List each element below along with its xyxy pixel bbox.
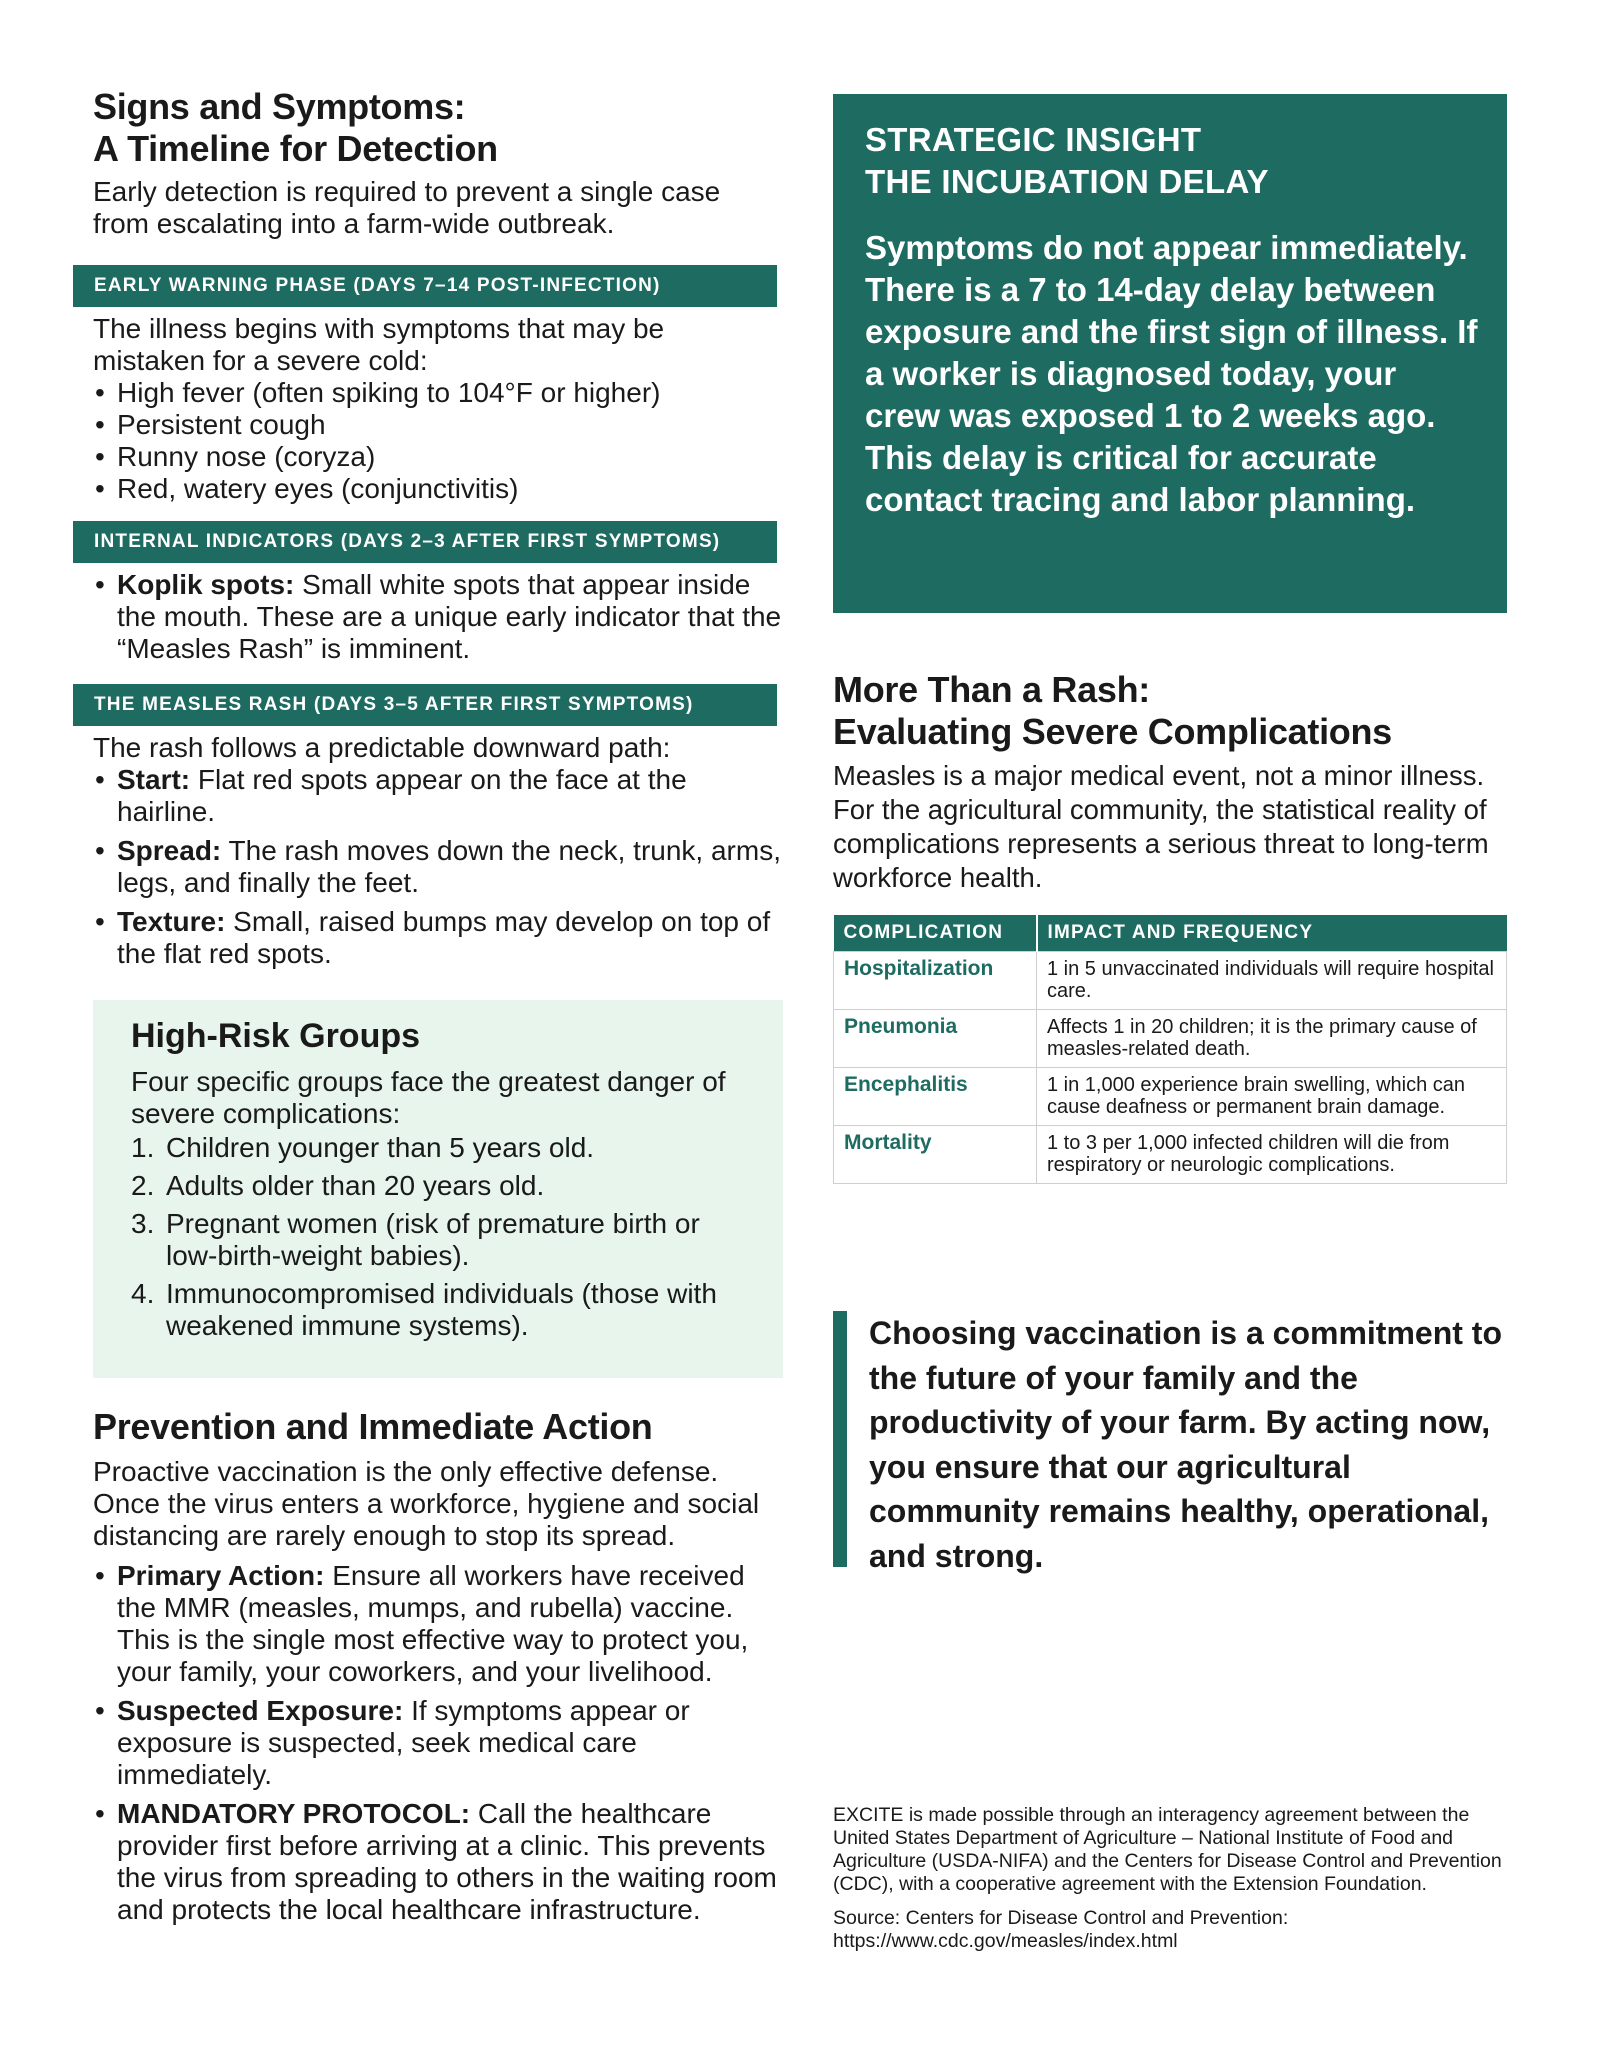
signs-title-line1: Signs and Symptoms: xyxy=(93,86,466,127)
complication-name: Encephalitis xyxy=(834,1068,1037,1126)
rash-text: The rash follows a predictable downward path: xyxy=(93,732,671,763)
complication-name: Pneumonia xyxy=(834,1010,1037,1068)
signs-title-line2: A Timeline for Detection xyxy=(93,128,498,169)
table-row xyxy=(834,1126,1507,1184)
list-item xyxy=(131,1278,747,1342)
table-row xyxy=(834,952,1507,1010)
complications-title-line1: More Than a Rash: xyxy=(833,669,1150,710)
complication-impact: 1 in 5 unvaccinated individuals will require hospital care. xyxy=(1037,952,1507,1010)
prevention-section xyxy=(93,1406,783,1933)
excite-notice: EXCITE is made possible through an interagency agreement between the United States Department of Agriculture – National Institute of Food and Agriculture (USDA-NIFA) and the Centers for Disease Control and Prevention (CDC), with a cooperative agreement with the Extension Foundation. xyxy=(833,1804,1502,1895)
insight-heading-1: STRATEGIC INSIGHT xyxy=(865,121,1202,158)
item-text: Adults older than 20 years old. xyxy=(166,1170,545,1201)
prevention-term: Primary Action: xyxy=(117,1560,325,1591)
list-item: • High fever (often spiking to 104°F or higher) xyxy=(93,377,783,409)
high-risk-intro: Four specific groups face the greatest danger of severe complications: xyxy=(131,1066,726,1129)
signs-intro: Early detection is required to prevent a single case from escalating into a farm-wide outbreak. xyxy=(93,176,721,239)
list-item xyxy=(93,1695,783,1791)
source-url: https://www.cdc.gov/measles/index.html xyxy=(833,1930,1178,1952)
list-item: • Runny nose (coryza) xyxy=(93,441,783,473)
list-item xyxy=(131,1132,747,1164)
prevention-item-text: If symptoms appear or exposure is suspected, seek medical care immediately. xyxy=(117,1695,690,1790)
item-text: Immunocompromised individuals (those with weakened immune systems). xyxy=(166,1278,717,1341)
rash-item-text: Small, raised bumps may develop on top of the flat red spots. xyxy=(117,906,771,969)
item-number: 2. xyxy=(131,1170,155,1201)
internal-section xyxy=(93,521,783,665)
item-number: 3. xyxy=(131,1208,155,1239)
col-header-impact: IMPACT AND FREQUENCY xyxy=(1037,915,1507,952)
list-item: • Persistent cough xyxy=(93,409,783,441)
table-header-row xyxy=(834,915,1507,952)
strategic-insight-box xyxy=(833,94,1507,613)
item-text: Children younger than 5 years old. xyxy=(166,1132,595,1163)
rash-term: Spread: xyxy=(117,835,222,866)
rash-band: THE MEASLES RASH (DAYS 3–5 AFTER FIRST SYMPTOMS) xyxy=(73,684,777,726)
complication-impact: 1 in 1,000 experience brain swelling, which can cause deafness or permanent brain damage. xyxy=(1037,1068,1507,1126)
high-risk-title: High-Risk Groups xyxy=(131,1017,421,1055)
complications-section xyxy=(833,669,1507,1184)
prevention-term: MANDATORY PROTOCOL: xyxy=(117,1798,471,1829)
list-item xyxy=(93,1560,783,1688)
internal-band: INTERNAL INDICATORS (DAYS 2–3 AFTER FIRST SYMPTOMS) xyxy=(73,521,777,563)
high-risk-box xyxy=(93,1000,783,1378)
list-item xyxy=(131,1208,747,1272)
rash-item-text: Flat red spots appear on the face at the hairline. xyxy=(117,764,687,827)
rash-list xyxy=(93,764,783,970)
internal-list xyxy=(93,569,783,665)
list-item: • Red, watery eyes (conjunctivitis) xyxy=(93,473,783,505)
list-item xyxy=(93,764,783,828)
complications-title-line2: Evaluating Severe Complications xyxy=(833,711,1392,752)
complication-impact: Affects 1 in 20 children; it is the primary cause of measles-related death. xyxy=(1037,1010,1507,1068)
early-warning-text: The illness begins with symptoms that may be mistaken for a severe cold: xyxy=(93,313,665,376)
prevention-term: Suspected Exposure: xyxy=(117,1695,404,1726)
quote-text: Choosing vaccination is a commitment to the future of your family and the productivity of your farm. By acting now, you ensure that our agricultural community remains healthy, operational, and strong. xyxy=(869,1315,1502,1574)
early-warning-band: EARLY WARNING PHASE (DAYS 7–14 POST-INFECTION) xyxy=(73,265,777,307)
complication-impact: 1 to 3 per 1,000 infected children will die from respiratory or neurologic complications. xyxy=(1037,1126,1507,1184)
rash-term: Texture: xyxy=(117,906,226,937)
early-warning-list xyxy=(93,377,783,505)
list-item xyxy=(131,1170,747,1202)
col-header-complication: COMPLICATION xyxy=(834,915,1037,952)
source-label: Source: Centers for Disease Control and Prevention: xyxy=(833,1907,1289,1929)
prevention-item-text: Call the healthcare provider first before arriving at a clinic. This prevents the virus from spreading to others in the waiting room and protects the local healthcare infrastructure. xyxy=(117,1798,777,1925)
complication-name: Mortality xyxy=(834,1126,1037,1184)
insight-text: Symptoms do not appear immediately. There is a 7 to 14-day delay between exposure and the first sign of illness. If a worker is diagnosed today, your crew was exposed 1 to 2 weeks ago. This delay is critical for accurate contact tracing and labor planning. xyxy=(865,229,1478,518)
early-warning-section xyxy=(93,265,783,505)
rash-item-text: The rash moves down the neck, trunk, arms, legs, and finally the feet. xyxy=(117,835,781,898)
high-risk-list xyxy=(131,1132,747,1342)
complications-intro: Measles is a major medical event, not a minor illness. For the agricultural community, the statistical reality of complications represents a serious threat to long-term workforce health. xyxy=(833,760,1489,893)
prevention-title: Prevention and Immediate Action xyxy=(93,1406,653,1447)
list-item xyxy=(93,1798,783,1926)
prevention-item-text: Ensure all workers have received the MMR (measles, mumps, and rubella) vaccine. This is the single most effective way to protect you, your family, your coworkers, and your livelihood. xyxy=(117,1560,749,1687)
footer xyxy=(833,1804,1507,1953)
item-text: Pregnant women (risk of premature birth or low-birth-weight babies). xyxy=(166,1208,700,1271)
table-row xyxy=(834,1010,1507,1068)
koplik-text: Small white spots that appear inside the mouth. These are a unique early indicator that the “Measles Rash” is imminent. xyxy=(117,569,782,664)
rash-section xyxy=(93,684,783,977)
list-item xyxy=(93,906,783,970)
table-row xyxy=(834,1068,1507,1126)
koplik-term: Koplik spots: xyxy=(117,569,295,600)
item-number: 4. xyxy=(131,1278,155,1309)
complication-name: Hospitalization xyxy=(834,952,1037,1010)
item-number: 1. xyxy=(131,1132,155,1163)
prevention-list xyxy=(93,1560,783,1926)
list-item xyxy=(93,569,783,665)
complications-table xyxy=(833,915,1507,1184)
closing-quote xyxy=(833,1311,1507,1574)
prevention-intro: Proactive vaccination is the only effective defense. Once the virus enters a workforce, hygiene and social distancing are rarely enough to stop its spread. xyxy=(93,1456,760,1551)
list-item xyxy=(93,835,783,899)
insight-heading-2: THE INCUBATION DELAY xyxy=(865,163,1269,200)
rash-term: Start: xyxy=(117,764,191,795)
